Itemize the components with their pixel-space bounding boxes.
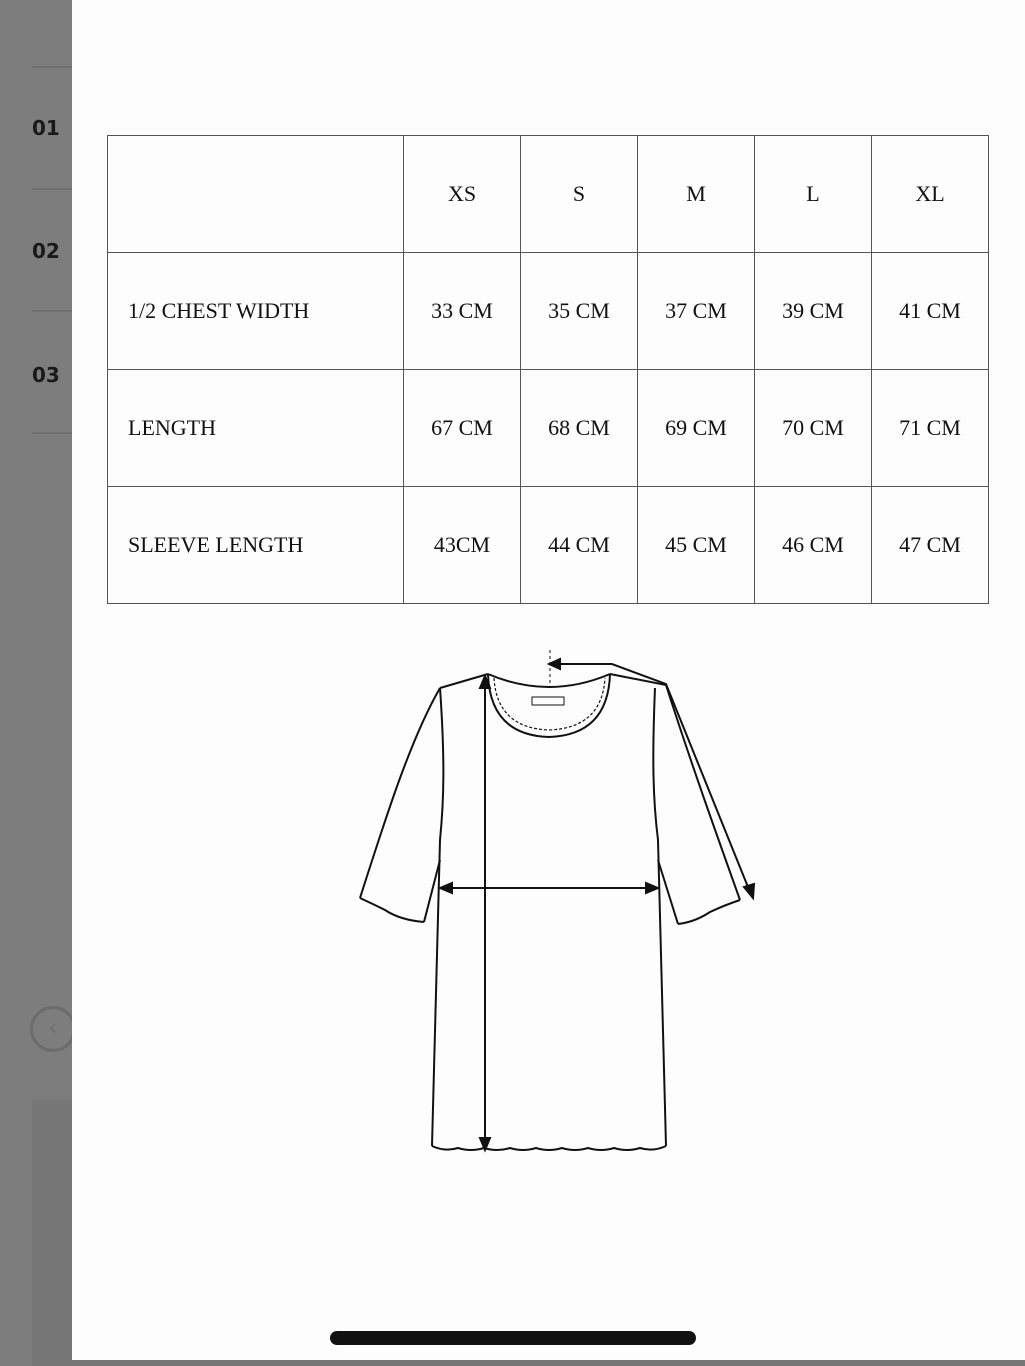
left-sleeve-hem: [360, 898, 424, 922]
header-cell-s: S: [521, 136, 638, 253]
table-cell: 33 CM: [404, 253, 521, 370]
table-cell: 47 CM: [872, 487, 989, 604]
table-cell: 68 CM: [521, 370, 638, 487]
neck-label-tag: [532, 697, 564, 705]
table-cell: 41 CM: [872, 253, 989, 370]
table-cell: 67 CM: [404, 370, 521, 487]
arrowhead-left: [440, 883, 452, 893]
row-label: 1/2 CHEST WIDTH: [108, 253, 404, 370]
header-cell-l: L: [755, 136, 872, 253]
header-cell: [108, 136, 404, 253]
sidebar-divider: [32, 66, 72, 68]
right-sleeve-inner: [658, 860, 678, 924]
left-body-side: [432, 688, 443, 1146]
left-sleeve-outer: [360, 688, 440, 898]
arrowhead-sleeve-start: [549, 659, 560, 669]
table-cell: 70 CM: [755, 370, 872, 487]
sidebar-divider: [32, 188, 72, 190]
table-row: [108, 487, 989, 604]
arrowhead-sleeve-end: [744, 884, 754, 898]
sidebar-item-02[interactable]: 02: [32, 239, 60, 263]
sidebar-divider: [32, 310, 72, 312]
table-header-row: [108, 136, 989, 253]
table-cell: 44 CM: [521, 487, 638, 604]
neckline-stitch: [494, 678, 605, 730]
sidebar-item-03[interactable]: 03: [32, 363, 60, 387]
table-cell: 43CM: [404, 487, 521, 604]
bottom-edge: [72, 1360, 1025, 1366]
home-indicator[interactable]: [330, 1331, 696, 1345]
sidebar-item-01[interactable]: 01: [32, 116, 60, 140]
table-cell: 35 CM: [521, 253, 638, 370]
header-cell-m: M: [638, 136, 755, 253]
right-shoulder-line: [610, 674, 666, 685]
table-cell: 45 CM: [638, 487, 755, 604]
table-cell: 71 CM: [872, 370, 989, 487]
size-chart-table: [107, 135, 989, 604]
table-cell: 37 CM: [638, 253, 755, 370]
header-cell-xl: XL: [872, 136, 989, 253]
header-cell-xs: XS: [404, 136, 521, 253]
row-label: LENGTH: [108, 370, 404, 487]
table-cell: 69 CM: [638, 370, 755, 487]
right-sleeve-hem: [678, 900, 740, 924]
right-sleeve-outer: [666, 685, 740, 900]
row-label: SLEEVE LENGTH: [108, 487, 404, 604]
table-row: [108, 370, 989, 487]
table-cell: 46 CM: [755, 487, 872, 604]
back-button[interactable]: [30, 1006, 76, 1052]
tshirt-measurement-diagram-icon: [350, 640, 770, 1170]
sidebar: [0, 0, 72, 1366]
arrowhead-right: [646, 883, 658, 893]
table-row: [108, 253, 989, 370]
sidebar-divider: [32, 432, 72, 434]
table-cell: 39 CM: [755, 253, 872, 370]
right-body-side: [653, 688, 666, 1146]
bottom-hem: [432, 1146, 666, 1150]
chevron-left-icon: ‹: [48, 1016, 58, 1041]
sidebar-lower-panel: [32, 1100, 72, 1366]
neckline-outer: [488, 674, 610, 687]
